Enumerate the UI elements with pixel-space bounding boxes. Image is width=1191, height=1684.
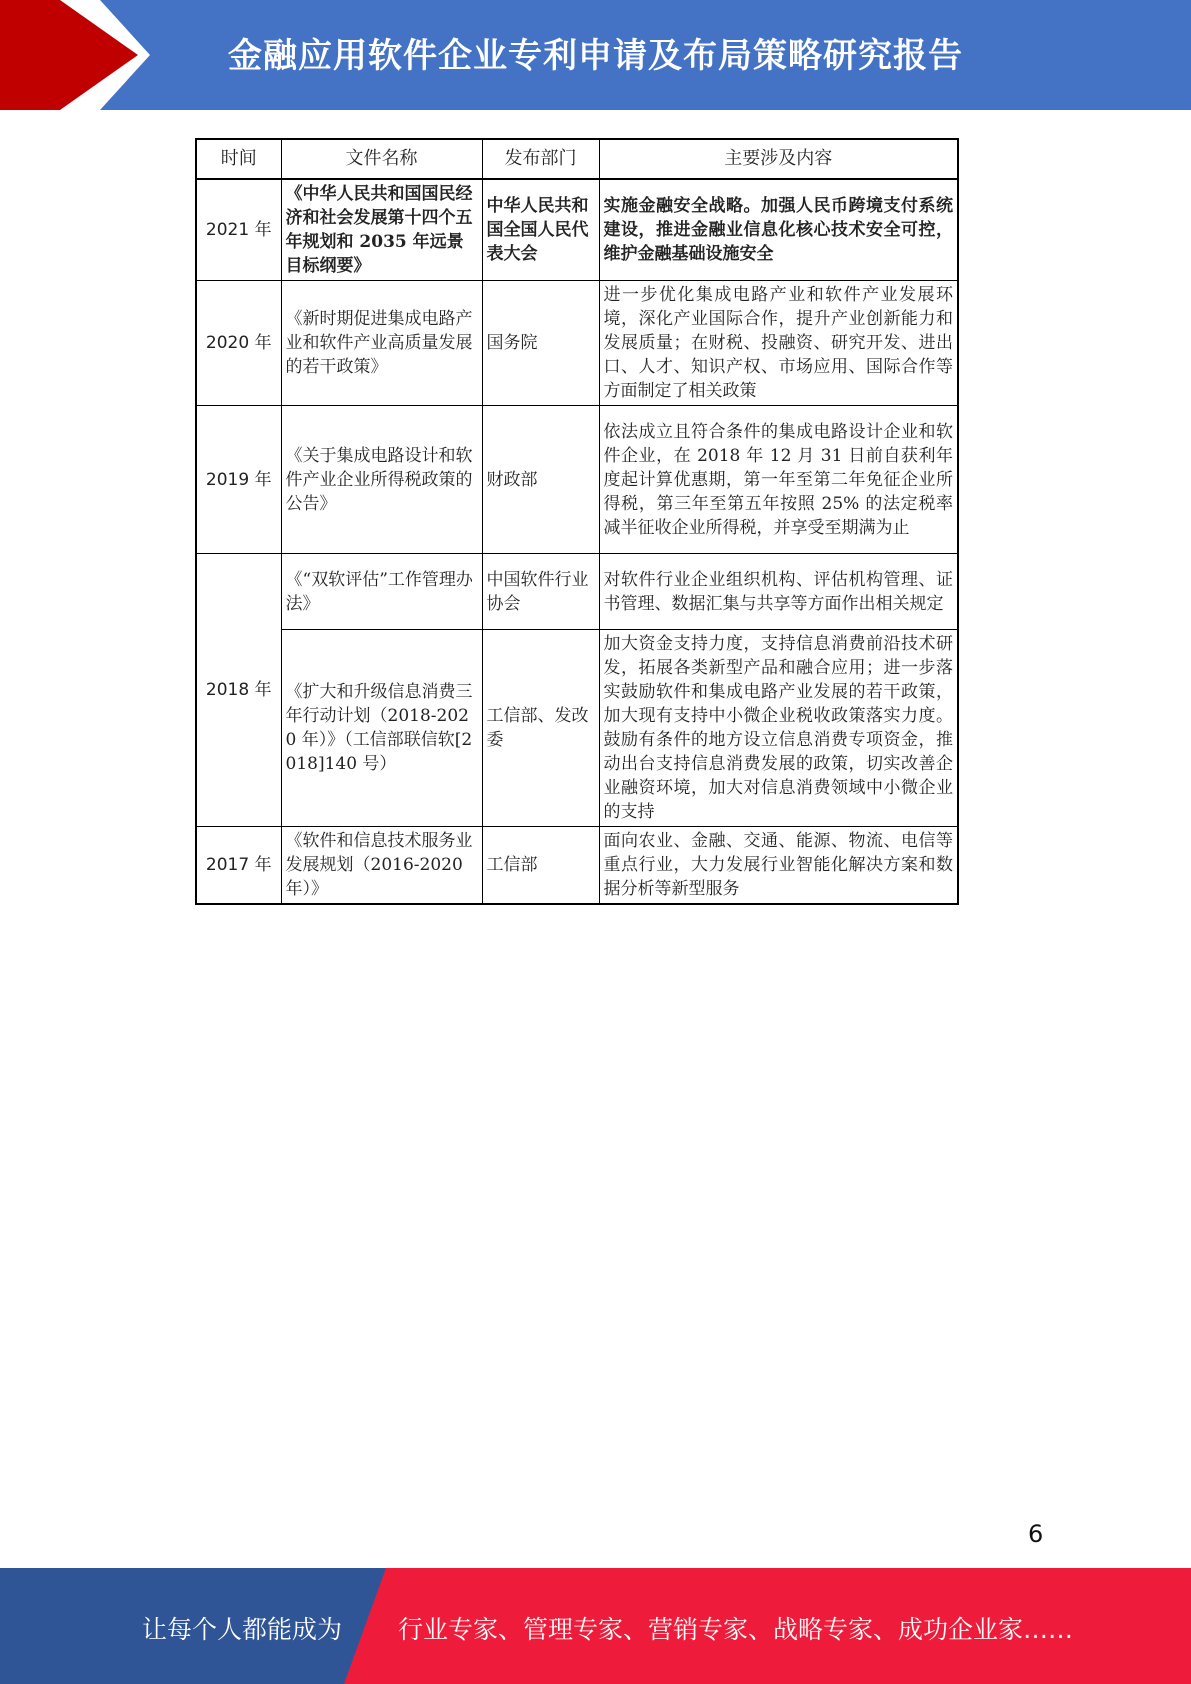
year-cell: 2019 年 bbox=[196, 406, 281, 554]
year-cell: 2018 年 bbox=[196, 554, 281, 827]
header-department: 发布部门 bbox=[482, 139, 599, 179]
content-cell: 依法成立且符合条件的集成电路设计企业和软件企业，在 2018 年 12 月 31 日前自获利年度起计算优惠期，第一年至第二年免征企业所得税，第三年至第五年按照 25% 的法定税率减半征收企业所得税，并享受至期满为止 bbox=[599, 406, 958, 554]
report-title: 金融应用软件企业专利申请及布局策略研究报告 bbox=[228, 36, 963, 76]
document-cell: 《中华人民共和国国民经济和社会发展第十四个五年规划和 2035 年远景目标纲要》 bbox=[281, 179, 482, 281]
footer-slogan-right: 行业专家、管理专家、营销专家、战略专家、成功企业家…… bbox=[398, 1615, 1074, 1644]
department-cell: 中华人民共和国全国人民代表大会 bbox=[482, 179, 599, 281]
table-row bbox=[196, 179, 958, 281]
content-cell: 对软件行业企业组织机构、评估机构管理、证书管理、数据汇集与共享等方面作出相关规定 bbox=[599, 554, 958, 630]
content-cell: 面向农业、金融、交通、能源、物流、电信等重点行业，大力发展行业智能化解决方案和数据分析等新型服务 bbox=[599, 827, 958, 905]
table-header-row bbox=[196, 139, 958, 179]
table-row bbox=[196, 630, 958, 827]
table-row bbox=[196, 827, 958, 905]
table-row bbox=[196, 554, 958, 630]
header-arrow-decoration bbox=[0, 0, 160, 110]
department-cell: 工信部 bbox=[482, 827, 599, 905]
year-cell: 2021 年 bbox=[196, 179, 281, 281]
department-cell: 财政部 bbox=[482, 406, 599, 554]
year-cell: 2020 年 bbox=[196, 281, 281, 406]
document-cell: 《关于集成电路设计和软件产业企业所得税政策的公告》 bbox=[281, 406, 482, 554]
policy-table bbox=[195, 138, 959, 905]
content-cell: 加大资金支持力度，支持信息消费前沿技术研发，拓展各类新型产品和融合应用；进一步落实鼓励软件和集成电路产业发展的若干政策，加大现有支持中小微企业税收政策落实力度。鼓励有条件的地方设立信息消费专项资金，推动出台支持信息消费发展的政策，切实改善企业融资环境，加大对信息消费领域中小微企业的支持 bbox=[599, 630, 958, 827]
footer-slogan-left: 让每个人都能成为 bbox=[142, 1615, 343, 1644]
department-cell: 中国软件行业协会 bbox=[482, 554, 599, 630]
content-cell: 实施金融安全战略。加强人民币跨境支付系统建设，推进金融业信息化核心技术安全可控，维护金融基础设施安全 bbox=[599, 179, 958, 281]
header-banner bbox=[0, 0, 1191, 110]
table-row bbox=[196, 281, 958, 406]
department-cell: 工信部、发改委 bbox=[482, 630, 599, 827]
footer-banner bbox=[0, 1568, 1191, 1684]
header-document-name: 文件名称 bbox=[281, 139, 482, 179]
header-time: 时间 bbox=[196, 139, 281, 179]
table-row bbox=[196, 406, 958, 554]
page-number: 6 bbox=[1028, 1520, 1044, 1548]
department-cell: 国务院 bbox=[482, 281, 599, 406]
header-main-content: 主要涉及内容 bbox=[599, 139, 958, 179]
content-cell: 进一步优化集成电路产业和软件产业发展环境，深化产业国际合作，提升产业创新能力和发展质量；在财税、投融资、研究开发、进出口、人才、知识产权、市场应用、国际合作等方面制定了相关政策 bbox=[599, 281, 958, 406]
year-cell: 2017 年 bbox=[196, 827, 281, 905]
document-cell: 《扩大和升级信息消费三年行动计划（2018-2020 年）》（工信部联信软[2018]140 号） bbox=[281, 630, 482, 827]
document-cell: 《新时期促进集成电路产业和软件产业高质量发展的若干政策》 bbox=[281, 281, 482, 406]
document-cell: 《软件和信息技术服务业发展规划（2016-2020 年）》 bbox=[281, 827, 482, 905]
document-cell: 《“双软评估”工作管理办法》 bbox=[281, 554, 482, 630]
